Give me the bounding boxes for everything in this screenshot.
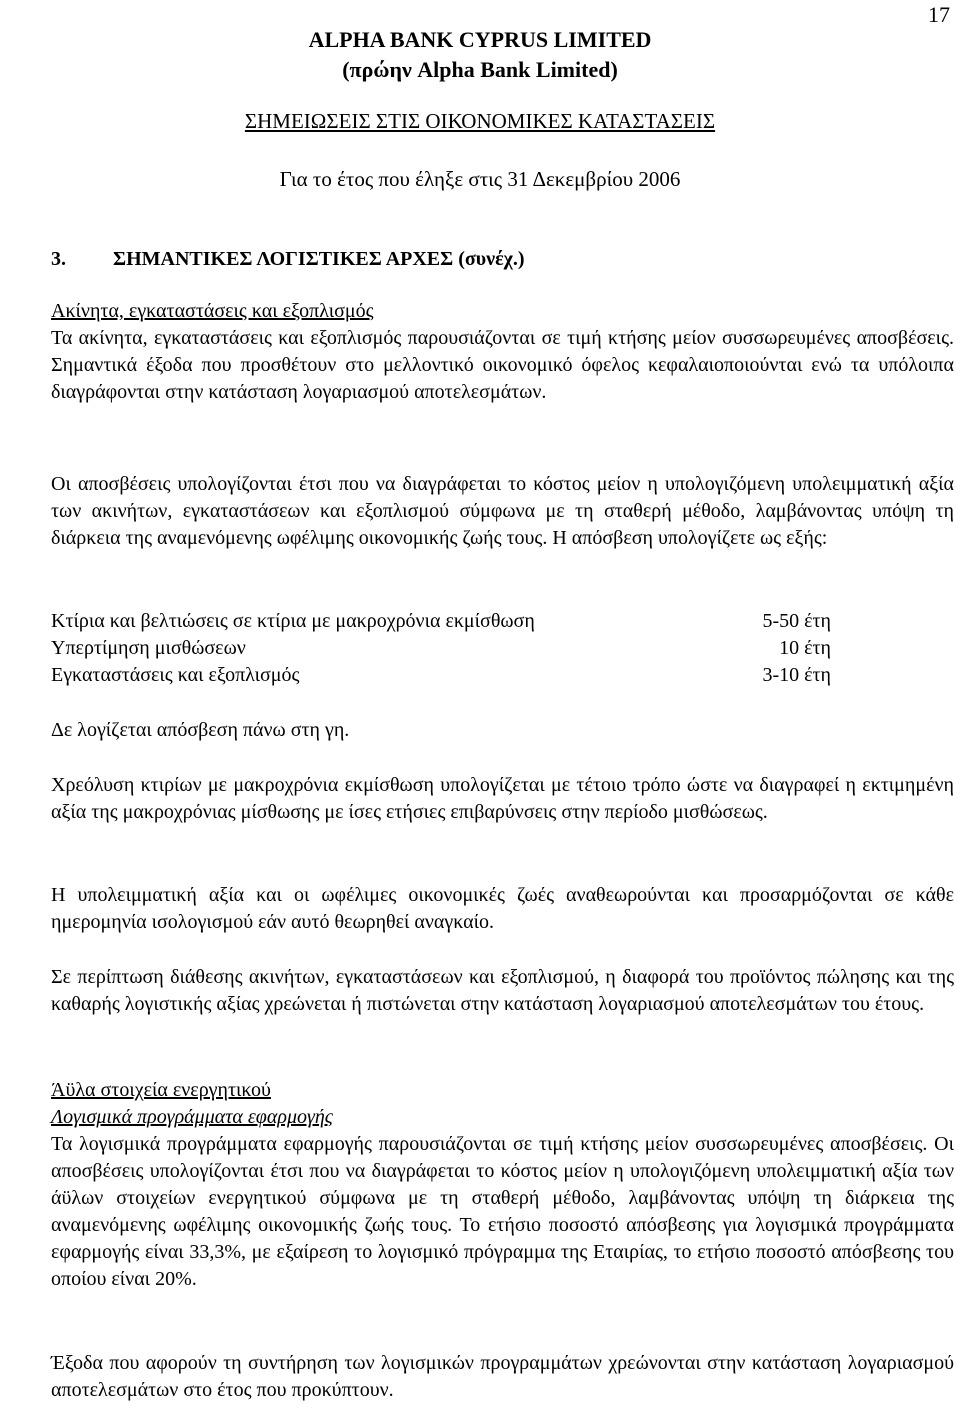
section-heading [51, 246, 525, 272]
page-number: 17 [928, 2, 950, 27]
ppe-paragraph-1: Τα ακίνητα, εγκαταστάσεις και εξοπλισμός παρουσιάζονται σε τιμή κτήσης μείον συσσωρευμένες αποσβέσεις. Σημαντικά έξοδα που προσθέτουν στο μελλοντικό οικονομικό όφελος κεφαλαιοποιούνται ενώ τα υπόλοιπα διαγράφονται στην κατάσταση λογαριασμού αποτελεσμάτων. [51, 327, 954, 403]
disposal-block [51, 964, 954, 1018]
company-name: ALPHA BANK CYPRUS LIMITED [308, 27, 652, 52]
document-title: ΣΗΜΕΙΩΣΕΙΣ ΣΤΙΣ ΟΙΚΟΝΟΜΙΚΕΣ ΚΑΤΑΣΤΑΣΕΙΣ [244, 109, 716, 133]
useful-life: 10 έτη [779, 637, 831, 659]
section-title: ΣΗΜΑΝΤΙΚΕΣ ΛΟΓΙΣΤΙΚΕΣ ΑΡΧΕΣ (συνέχ.) [113, 248, 525, 270]
ppe-paragraph-3: Χρεόλυση κτιρίων με μακροχρόνια εκμίσθωση υπολογίζεται με τέτοιο τρόπο ώστε να διαγραφεί η εκτιμημένη αξία της μακροχρόνιας μίσθωσης με ίσες ετήσιες επιβαρύνσεις στην περίοδο μισθώσεως. [51, 774, 954, 823]
useful-life: 5-50 έτη [762, 610, 831, 632]
asset-class: Υπερτίμηση μισθώσεων [51, 637, 246, 659]
intangibles-paragraph-2: Έξοδα που αφορούν τη συντήρηση των λογισμικών προγραμμάτων χρεώνονται στην κατάσταση λογαριασμού αποτελεσμάτων στο έτος που προκύπτουν. [51, 1352, 954, 1401]
intangibles-heading: Άϋλα στοιχεία ενεργητικού [51, 1079, 271, 1101]
ppe-heading: Ακίνητα, εγκαταστάσεις και εξοπλισμός [51, 300, 374, 322]
residual-value-block [51, 882, 954, 936]
maintenance-block [51, 1350, 954, 1404]
ppe-section [51, 298, 954, 406]
software-subheading: Λογισμικά προγράμματα εφαρμογής [51, 1106, 333, 1128]
ppe-paragraph-4: Η υπολειμματική αξία και οι ωφέλιμες οικονομικές ζωές αναθεωρούνται και προσαρμόζονται σε κάθε ημερομηνία ισολογισμού εάν αυτό θεωρηθεί αναγκαίο. [51, 884, 954, 933]
asset-class: Εγκαταστάσεις και εξοπλισμός [51, 664, 300, 686]
land-note: Δε λογίζεται απόσβεση πάνω στη γη. [51, 719, 350, 741]
intangibles-section [51, 1077, 954, 1293]
land-note-block [51, 717, 954, 744]
ppe-paragraph-2: Οι αποσβέσεις υπολογίζονται έτσι που να διαγράφεται το κόστος μείον η υπολογιζόμενη υπολειμματική αξία των ακινήτων, εγκαταστάσεων και εξοπλισμού σύμφωνα με τη σταθερή μέθοδο, λαμβάνοντας υπόψη τη διάρκεια της αναμενόμενης ωφέλιμης οικονομικής ζωής τους. Η απόσβεση υπολογίζετε ως εξής: [51, 473, 954, 549]
ppe-paragraph-5: Σε περίπτωση διάθεσης ακινήτων, εγκαταστάσεων και εξοπλισμού, η διαφορά του προϊόντος πώλησης και της καθαρής λογιστικής αξίας χρεώνεται ή πιστώνεται στην κατάσταση λογαριασμού αποτελεσμάτων του έτους. [51, 966, 954, 1015]
asset-class: Κτίρια και βελτιώσεις σε κτίρια με μακροχρόνια εκμίσθωση [51, 610, 535, 632]
intangibles-paragraph-1: Τα λογισμικά προγράμματα εφαρμογής παρουσιάζονται σε τιμή κτήσης μείον συσσωρευμένες αποσβέσεις. Οι αποσβέσεις υπολογίζονται έτσι που να διαγράφεται το κόστος μείον η υπολογιζόμενη υπολειμματική αξία των άϋλων στοιχείων ενεργητικού σύμφωνα με τη σταθερή μέθοδο, λαμβάνοντας υπόψη τη διάρκεια της αναμενόμενης ωφέλιμης οικονομικής ζωής τους. Το ετήσιο ποσοστό απόσβεσης για λογισμικά προγράμματα εφαρμογής είναι 33,3%, με εξαίρεση το λογισμικό πρόγραμμα της Εταιρίας, το ετήσιο ποσοστό απόσβεσης του οποίου είναι 20%. [51, 1133, 954, 1290]
former-company-name: (πρώην Alpha Bank Limited) [342, 57, 618, 82]
section-number: 3. [51, 248, 66, 270]
reporting-period: Για το έτος που έληξε στις 31 Δεκεμβρίου 2006 [279, 167, 681, 191]
useful-life: 3-10 έτη [762, 664, 831, 686]
leasehold-block [51, 772, 954, 826]
ppe-paragraph-2-block [51, 471, 954, 552]
